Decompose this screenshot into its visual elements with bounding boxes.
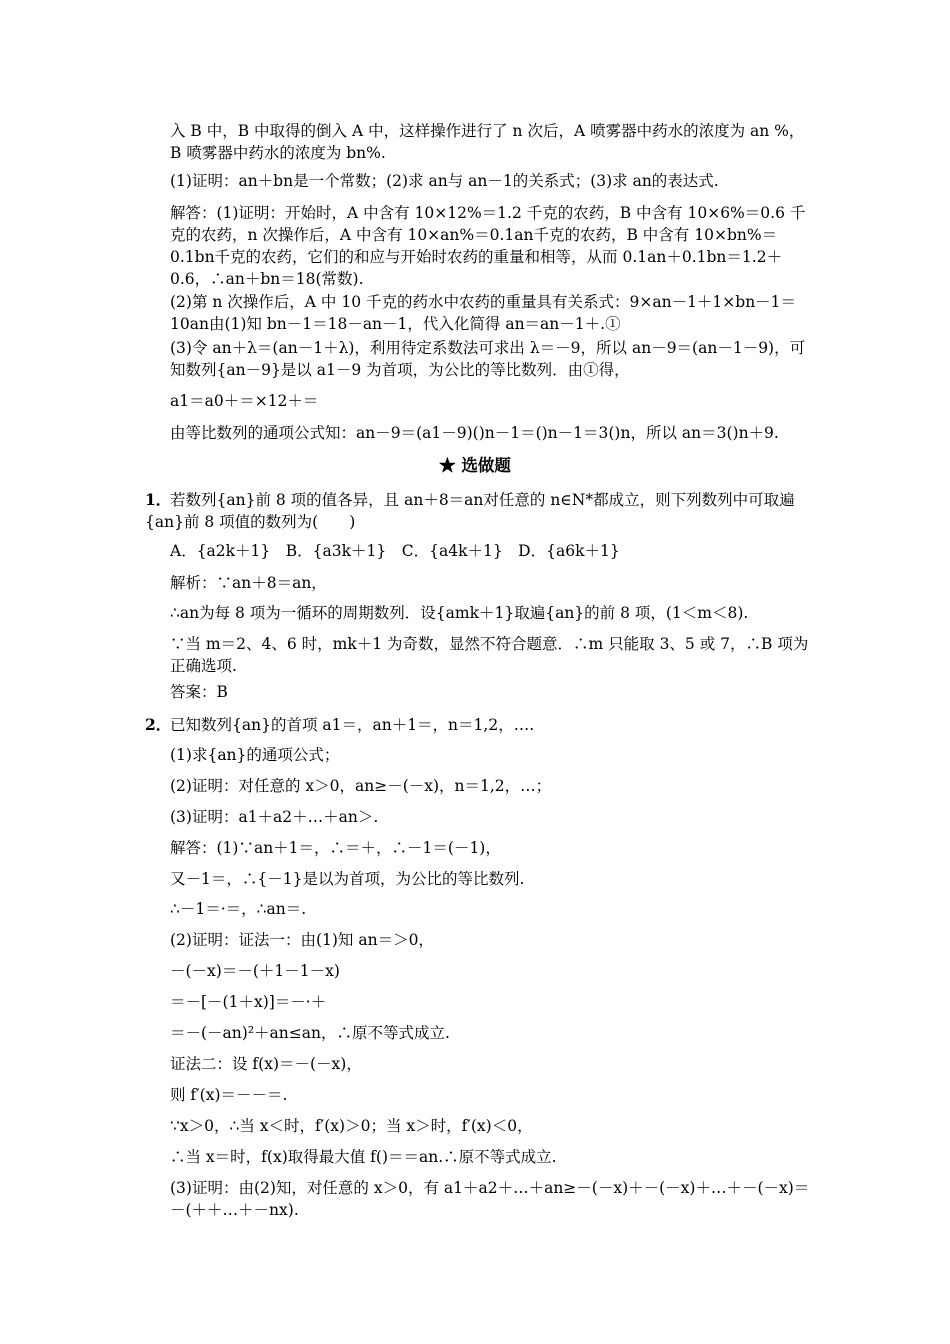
question-1-answer: 答案：B: [170, 683, 228, 701]
question-2-part: 又－1＝，∴{－1}是以为首项，为公比的等比数列.: [170, 870, 525, 888]
section-heading: ★ 选做题: [439, 456, 511, 475]
paragraph-intro: 入 B 中，B 中取得的倒入 A 中，这样操作进行了 n 次后，A 喷雾器中药水的浓度为 an %，B 喷雾器中药水的浓度为 bn%.: [170, 122, 805, 162]
paragraph-answer-1: 解答：(1)证明：开始时，A 中含有 10×12%＝1.2 千克的农药，B 中含有 10×6%＝0.6 千克的农药，n 次操作后，A 中含有 10×an%＝0.1an千克的农药，B 中含有 10×bn%＝0.1bn千克的农药，它们的和应与开始时农药的重量和相等，从而 0.1an＋0.1bn＝1.2＋0.6，∴an＋bn＝18(常数).: [170, 204, 806, 288]
question-2-part: (1)求{an}的通项公式；: [170, 746, 340, 764]
question-1-options: A．{a2k＋1} B．{a3k＋1} C．{a4k＋1} D．{a6k＋1}: [170, 542, 620, 560]
question-1-analysis-2: ∴an为每 8 项为一循环的周期数列．设{amk＋1}取遍{an}的前 8 项，(1＜m＜8).: [170, 604, 749, 622]
question-1-analysis-1: 解析：∵an＋8＝an，: [170, 574, 327, 592]
question-2-number: 2．: [145, 715, 172, 734]
question-1-stem: 若数列{an}前 8 项的值各异，且 an＋8＝an对任意的 n∈N*都成立，则下列数列中可取遍{an}前 8 项值的数列为( ): [145, 491, 795, 531]
question-2-part: (3)证明：由(2)知，对任意的 x＞0，有 a1＋a2＋…＋an≥－(－x)＋－(－x)＋…＋－(－x)＝－(＋＋…＋－nx).: [170, 1179, 810, 1219]
paragraph-questions: (1)证明：an＋bn是一个常数；(2)求 an与 an－1的关系式；(3)求 an的表达式.: [170, 172, 719, 190]
question-2-part: 解答：(1)∵an＋1＝，∴＝＋，∴－1＝(－1)，: [170, 839, 501, 857]
question-1-number: 1．: [145, 490, 172, 509]
question-2-part: ＝－[－(1＋x)]＝－·＋: [170, 993, 327, 1011]
question-2-part: ∴当 x＝时，f(x)取得最大值 f()＝＝an.∴原不等式成立.: [170, 1148, 557, 1166]
formula-a1: a1＝a0＋＝×12＋＝: [170, 392, 319, 410]
question-2-part: (3)证明：a1＋a2＋…＋an＞.: [170, 808, 379, 826]
question-2-part: 证法二：设 f(x)＝－(－x)，: [170, 1055, 362, 1073]
paragraph-general-term: 由等比数列的通项公式知：an－9＝(a1－9)()n－1＝()n－1＝3()n，所以 an＝3()n＋9.: [170, 424, 779, 442]
paragraph-answer-3: (3)令 an＋λ＝(an－1＋λ)，利用待定系数法可求出 λ＝－9，所以 an－9＝(an－1－9)，可知数列{an－9}是以 a1－9 为首项，为公比的等比数列．由①得，: [170, 339, 806, 379]
question-2-part: 则 f′(x)＝－－＝.: [170, 1086, 288, 1104]
question-2-part: ∴－1＝·＝，∴an＝.: [170, 900, 307, 918]
question-2-part: －(－x)＝－(＋1－1－x): [170, 962, 340, 980]
question-2-part: ∵x＞0，∴当 x＜时，f′(x)＞0；当 x＞时，f′(x)＜0，: [170, 1117, 533, 1135]
paragraph-answer-2: (2)第 n 次操作后，A 中 10 千克的药水中农药的重量具有关系式：9×an－1＋1×bn－1＝10an由(1)知 bn－1＝18－an－1，代入化简得 an＝an－1＋.①: [170, 293, 797, 333]
question-2-part: (2)证明：证法一：由(1)知 an＝＞0，: [170, 931, 434, 949]
question-2-part: (2)证明：对任意的 x＞0，an≥－(－x)，n＝1,2，…；: [170, 777, 552, 795]
question-2: [145, 714, 534, 736]
question-2-part: ＝－(－an)²＋an≤an，∴原不等式成立.: [170, 1024, 450, 1042]
question-2-stem: 已知数列{an}的首项 a1＝，an＋1＝，n＝1,2，….: [170, 716, 535, 734]
question-1: [145, 489, 810, 533]
question-1-analysis-3: ∵当 m＝2、4、6 时，mk＋1 为奇数，显然不符合题意．∴m 只能取 3、5 或 7，∴B 项为正确选项.: [170, 635, 809, 675]
